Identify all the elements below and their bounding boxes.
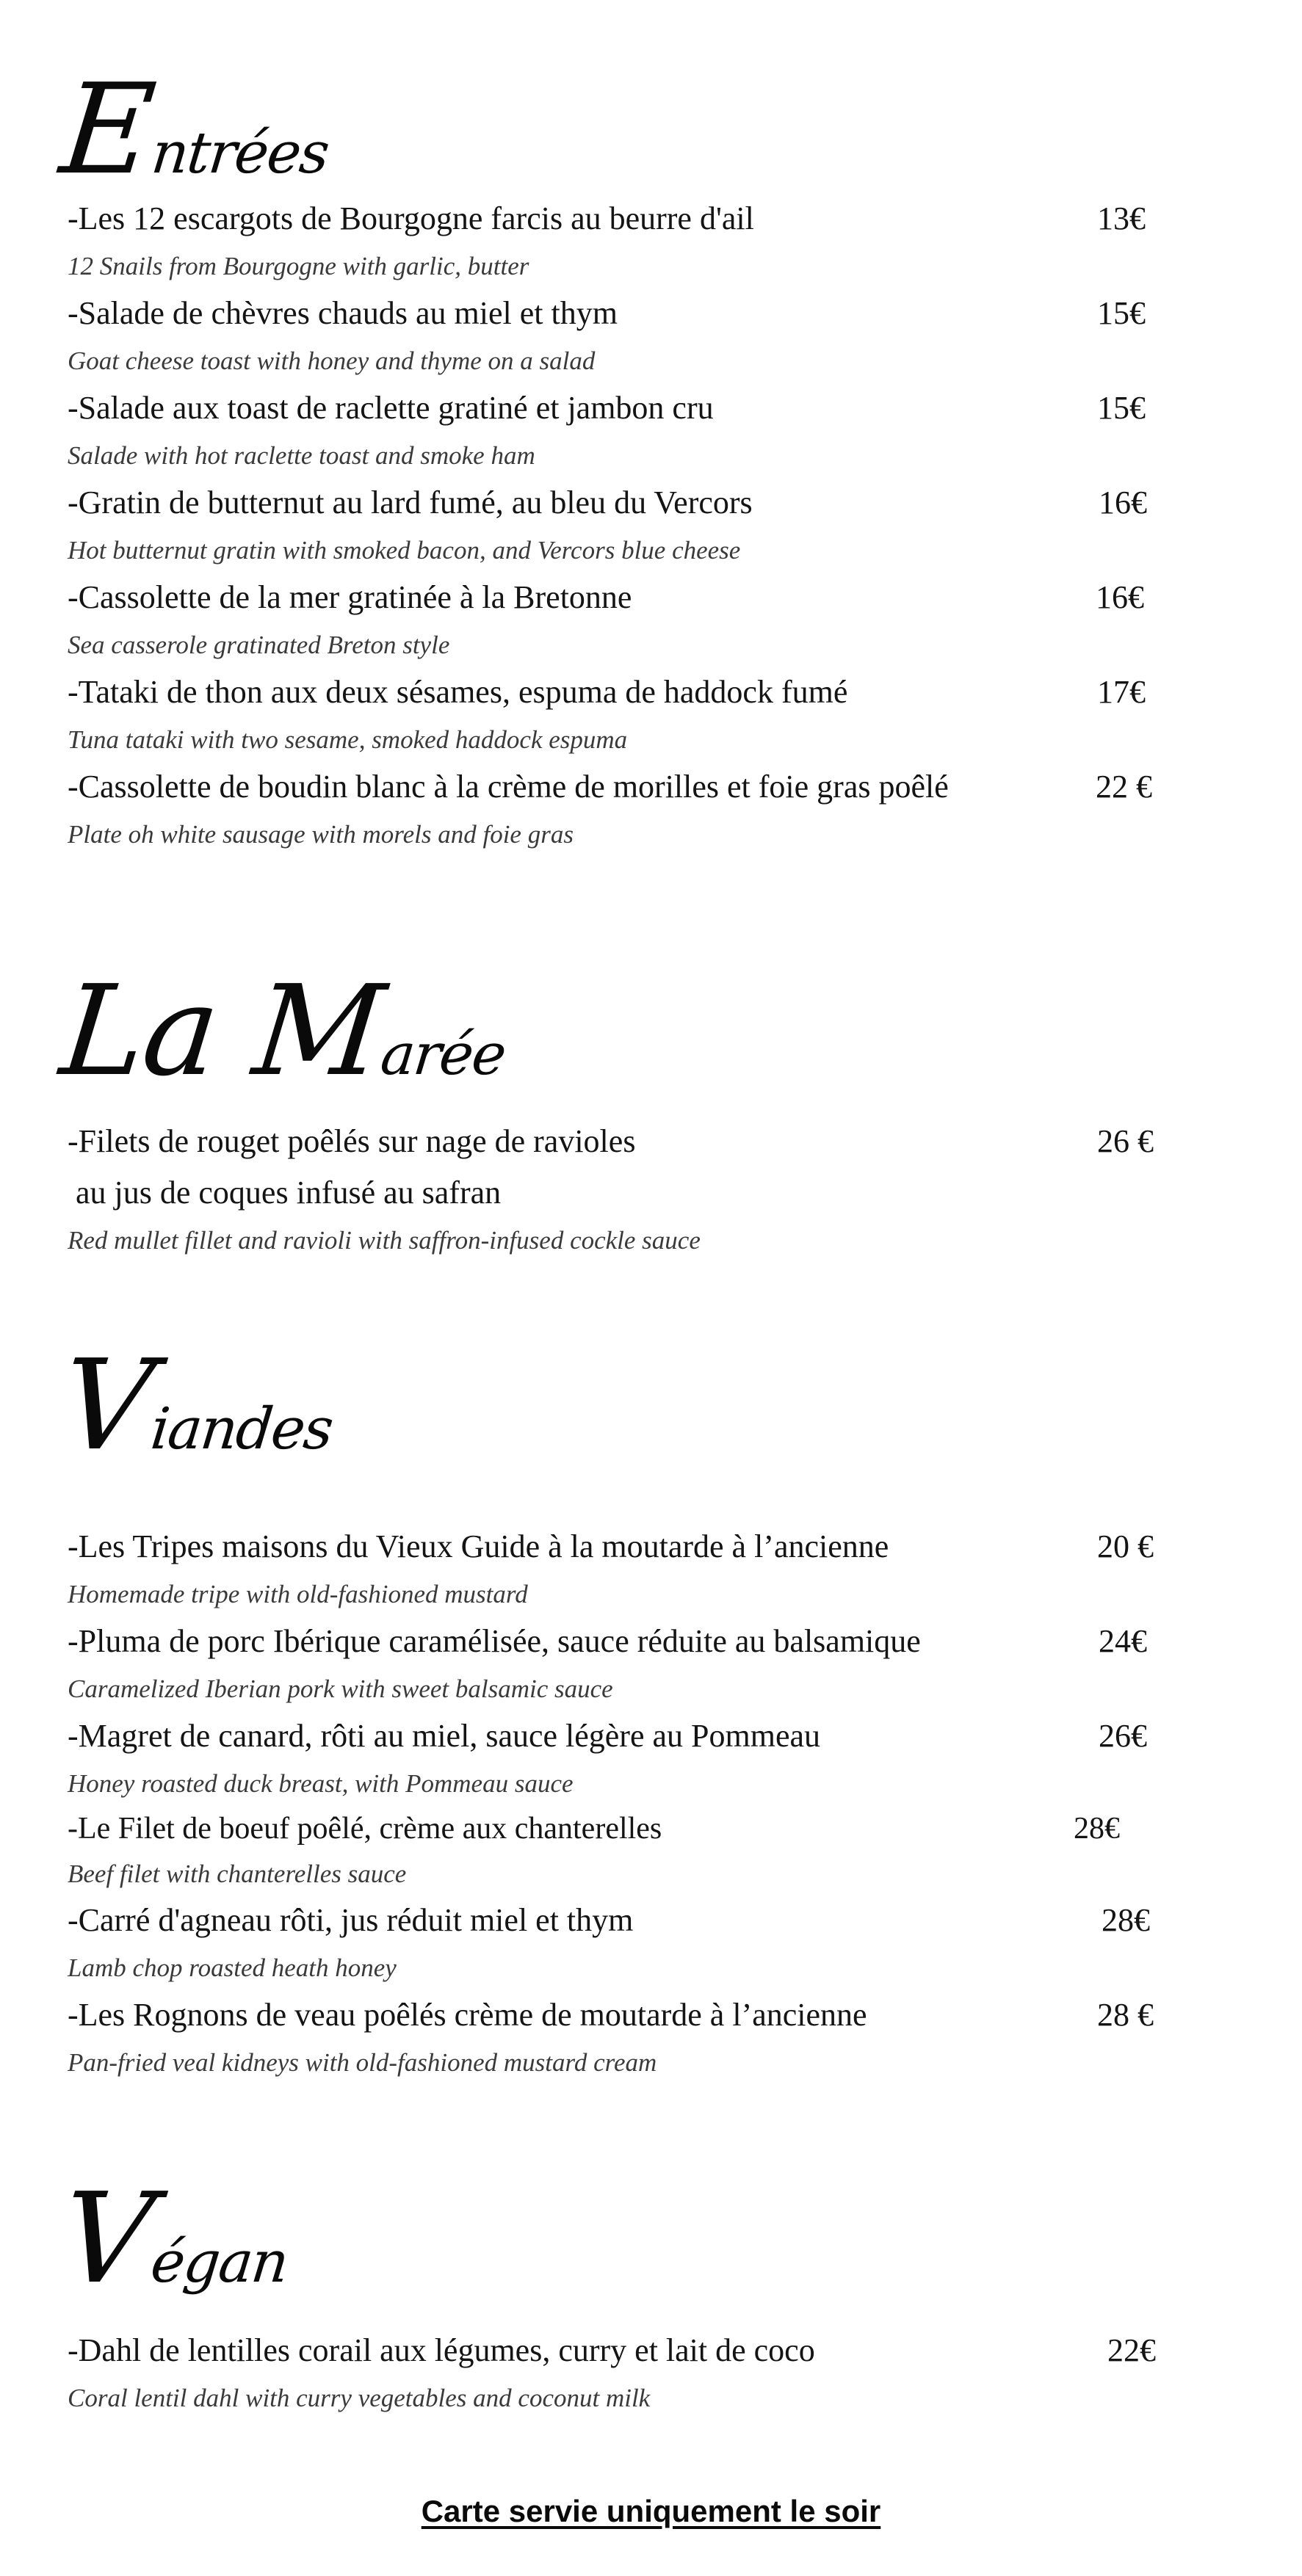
menu-item-description: Salade with hot raclette toast and smoke ham bbox=[68, 441, 535, 470]
menu-item-description: Goat cheese toast with honey and thyme on a salad bbox=[68, 347, 596, 375]
menu-item-name: -Les Tripes maisons du Vieux Guide à la moutarde à l’ancienne bbox=[68, 1528, 889, 1564]
menu-item-price: 20 € bbox=[1097, 1528, 1154, 1564]
menu-item-description: Lamb chop roasted heath honey bbox=[68, 1953, 397, 1982]
menu-item-price: 24€ bbox=[1099, 1623, 1147, 1659]
menu-item-name: -Gratin de butternut au lard fumé, au bleu du Vercors bbox=[68, 485, 753, 520]
menu-item-name: -Cassolette de la mer gratinée à la Bretonne bbox=[68, 579, 632, 615]
menu-item-name: -Cassolette de boudin blanc à la crème de morilles et foie gras poêlé bbox=[68, 769, 949, 805]
menu-item-price: 28 € bbox=[1097, 1997, 1154, 2033]
menu-item-price: 13€ bbox=[1097, 200, 1146, 236]
menu-item-name: -Filets de rouget poêlés sur nage de ravioles bbox=[68, 1123, 636, 1159]
menu-item-description: Pan-fried veal kidneys with old-fashioned mustard cream bbox=[68, 2048, 657, 2077]
menu-item-description: Plate oh white sausage with morels and foie gras bbox=[68, 820, 574, 849]
menu-item-name: -Les 12 escargots de Bourgogne farcis au beurre d'ail bbox=[68, 200, 754, 236]
menu-item-price: 28€ bbox=[1074, 1812, 1120, 1846]
menu-item-price: 16€ bbox=[1099, 485, 1147, 520]
menu-item-description: Coral lentil dahl with curry vegetables and coconut milk bbox=[68, 2384, 651, 2412]
menu-item-name: -Salade aux toast de raclette gratiné et jambon cru bbox=[68, 390, 714, 426]
menu-item-name: -Magret de canard, rôti au miel, sauce légère au Pommeau bbox=[68, 1718, 820, 1754]
menu-item-name: -Salade de chèvres chauds au miel et thym bbox=[68, 295, 618, 331]
menu-item-name: -Dahl de lentilles corail aux légumes, curry et lait de coco bbox=[68, 2332, 815, 2368]
footer-note: Carte servie uniquement le soir bbox=[421, 2494, 881, 2528]
menu-item-price: 28€ bbox=[1102, 1902, 1150, 1938]
menu-item-price: 15€ bbox=[1097, 390, 1146, 426]
menu-item-description: Beef filet with chanterelles sauce bbox=[68, 1860, 407, 1888]
menu-item-description: Hot butternut gratin with smoked bacon, and Vercors blue cheese bbox=[68, 536, 741, 565]
menu-item-description: Honey roasted duck breast, with Pommeau sauce bbox=[68, 1769, 574, 1798]
menu-item-price: 22€ bbox=[1107, 2332, 1156, 2368]
menu-item-price: 16€ bbox=[1096, 579, 1144, 615]
menu-item-price: 15€ bbox=[1097, 295, 1146, 331]
section-title-vegan: Végan bbox=[54, 2166, 291, 2312]
section-title-la-maree: La Marée bbox=[54, 959, 509, 1104]
menu-item-description: Sea casserole gratinated Breton style bbox=[68, 631, 450, 659]
menu-item-price: 17€ bbox=[1097, 674, 1146, 710]
menu-item-name: -Carré d'agneau rôti, jus réduit miel et thym bbox=[68, 1902, 634, 1938]
menu-item-price: 26€ bbox=[1099, 1718, 1147, 1754]
menu-item-description: Tuna tataki with two sesame, smoked haddock espuma bbox=[68, 725, 628, 754]
menu-item-price: 26 € bbox=[1097, 1123, 1154, 1159]
menu-item-description: Red mullet fillet and ravioli with saffron-infused cockle sauce bbox=[68, 1226, 701, 1255]
menu-item-description: Homemade tripe with old-fashioned mustard bbox=[68, 1580, 528, 1608]
section-title-viandes: Viandes bbox=[54, 1333, 336, 1479]
section-title-entrees: Entrées bbox=[54, 57, 332, 203]
menu-item-name-continued: au jus de coques infusé au safran bbox=[68, 1175, 502, 1211]
menu-item-name: -Tataki de thon aux deux sésames, espuma de haddock fumé bbox=[68, 674, 848, 710]
menu-item-name: -Le Filet de boeuf poêlé, crème aux chanterelles bbox=[68, 1812, 662, 1846]
menu-item-description: Caramelized Iberian pork with sweet balsamic sauce bbox=[68, 1675, 613, 1703]
menu-item-name: -Pluma de porc Ibérique caramélisée, sauce réduite au balsamique bbox=[68, 1623, 921, 1659]
menu-item-description: 12 Snails from Bourgogne with garlic, butter bbox=[68, 252, 529, 280]
menu-item-name: -Les Rognons de veau poêlés crème de moutarde à l’ancienne bbox=[68, 1997, 867, 2033]
menu-item-price: 22 € bbox=[1096, 769, 1152, 805]
